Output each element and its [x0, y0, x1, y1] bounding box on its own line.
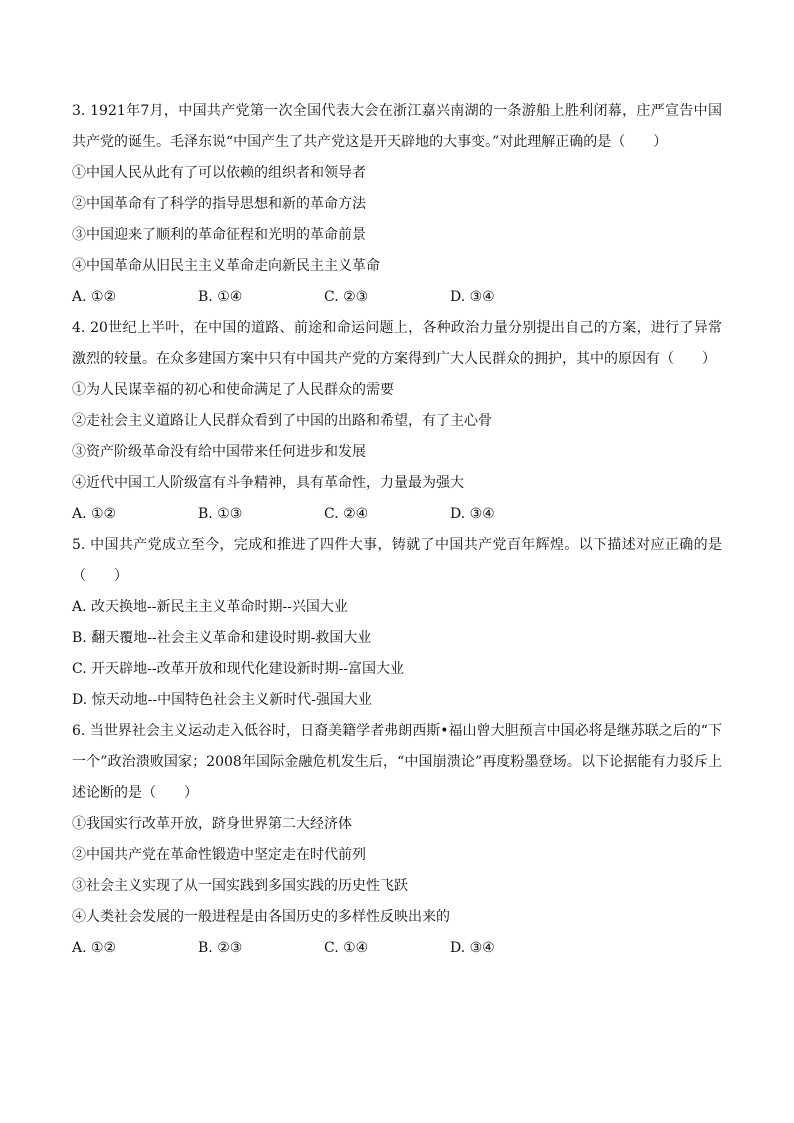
question-stem: 4. 20世纪上半叶，在中国的道路、前途和命运问题上，各种政治力量分别提出自己的方案，进行了异常激烈的较量。在众多建国方案中只有中国共产党的方案得到广大人民群众的拥护，其中的原因有（ ）: [72, 320, 722, 367]
choice-b[interactable]: B. ①④: [198, 289, 243, 305]
statement: ①我国实行改革开放，跻身世界第二大经济体: [72, 816, 352, 832]
choice-b[interactable]: B. 翻天覆地--社会主义革命和建设时期-救国大业: [72, 630, 372, 646]
question-6: [72, 716, 722, 964]
statement: ④近代中国工人阶级富有斗争精神，具有革命性，力量最为强大: [72, 475, 464, 491]
choice-a[interactable]: A. ①②: [72, 940, 117, 956]
choice-c[interactable]: C. ②④: [324, 506, 369, 522]
statement: ③社会主义实现了从一国实践到多国实践的历史性飞跃: [72, 878, 408, 894]
choice-a[interactable]: A. ①②: [72, 506, 117, 522]
statement: ④中国革命从旧民主主义革命走向新民主主义革命: [72, 258, 380, 274]
question-3: [72, 96, 722, 313]
answer-choices: [72, 933, 722, 964]
choice-d[interactable]: D. ③④: [450, 289, 495, 305]
statement: ②中国革命有了科学的指导思想和新的革命方法: [72, 196, 366, 212]
statement: ③中国迎来了顺利的革命征程和光明的革命前景: [72, 227, 366, 243]
question-5: [72, 530, 722, 716]
question-stem: 3. 1921年7月，中国共产党第一次全国代表大会在浙江嘉兴南湖的一条游船上胜利闭幕，庄严宣告中国共产党的诞生。毛泽东说“中国产生了共产党这是开天辟地的大事变。”对此理解正确的是（ ）: [72, 103, 722, 150]
statement: ②中国共产党在革命性锻造中坚定走在时代前列: [72, 847, 366, 863]
choice-c[interactable]: C. 开天辟地--改革开放和现代化建设新时期--富国大业: [72, 661, 405, 677]
choice-b[interactable]: B. ①③: [198, 506, 243, 522]
statement: ③资产阶级革命没有给中国带来任何进步和发展: [72, 444, 366, 460]
answer-choices: [72, 499, 722, 530]
statement: ①中国人民从此有了可以依赖的组织者和领导者: [72, 165, 366, 181]
question-stem: 6. 当世界社会主义运动走入低谷时，日裔美籍学者弗朗西斯•福山曾大胆预言中国必将是继苏联之后的“下一个”政治溃败国家；2008年国际金融危机发生后，“中国崩溃论”再度粉墨登场。以下论据能有力驳斥上述论断的是（ ）: [72, 723, 722, 801]
statement: ④人类社会发展的一般进程是由各国历史的多样性反映出来的: [72, 909, 450, 925]
statement: ②走社会主义道路让人民群众看到了中国的出路和希望，有了主心骨: [72, 413, 492, 429]
choice-a[interactable]: A. 改天换地--新民主主义革命时期--兴国大业: [72, 599, 348, 615]
answer-choices: [72, 282, 722, 313]
statement: ①为人民谋幸福的初心和使命满足了人民群众的需要: [72, 382, 394, 398]
choice-c[interactable]: C. ②③: [324, 289, 369, 305]
choice-c[interactable]: C. ①④: [324, 940, 369, 956]
choice-a[interactable]: A. ①②: [72, 289, 117, 305]
choice-d[interactable]: D. ③④: [450, 506, 495, 522]
question-4: [72, 313, 722, 530]
choice-b[interactable]: B. ②③: [198, 940, 243, 956]
question-stem: 5. 中国共产党成立至今，完成和推进了四件大事，铸就了中国共产党百年辉煌。以下描述对应正确的是（ ）: [72, 537, 722, 584]
choice-d[interactable]: D. 惊天动地--中国特色社会主义新时代-强国大业: [72, 692, 372, 708]
choice-d[interactable]: D. ③④: [450, 940, 495, 956]
